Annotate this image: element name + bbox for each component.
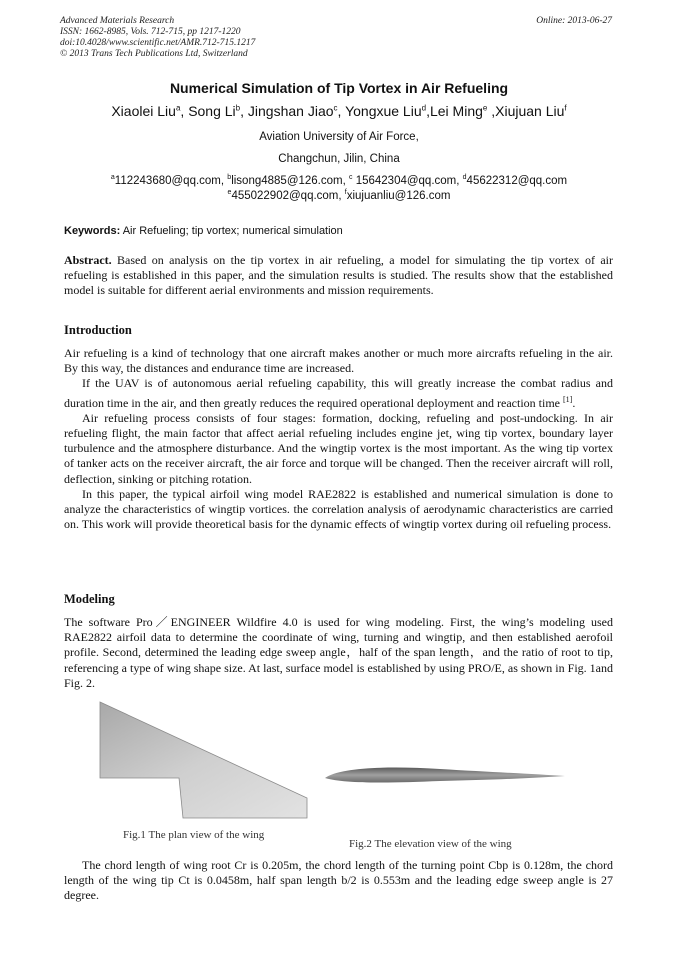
issn-line: ISSN: 1662-8985, Vols. 712-715, pp 1217-1220 (60, 27, 241, 37)
author: Song Li$^b$, (188, 103, 248, 119)
journal-name: Advanced Materials Research (60, 16, 175, 26)
section-heading-modeling: Modeling (64, 592, 115, 606)
email: 45622312@qq.com (466, 174, 568, 187)
email: lisong4885@126.com, (231, 174, 349, 187)
figure-1-caption: Fig.1 The plan view of the wing (123, 829, 265, 841)
author: Xiujuan Liu$^f$ (495, 103, 567, 119)
paper-title: Numerical Simulation of Tip Vortex in Air Refueling (169, 80, 509, 96)
modeling-body (64, 615, 613, 691)
figure-2-caption: Fig.2 The elevation view of the wing (349, 838, 512, 850)
copyright-line: © 2013 Trans Tech Publications Ltd, Switzerland (60, 49, 248, 59)
paragraph: Air refueling is a kind of technology that one aircraft makes another or much more aircrafts refueling in the air. By this way, the distances and endurance time are increased. (64, 346, 613, 376)
paragraph: Air refueling process consists of four stages: formation, docking, refueling and post-undocking. In air refueling flight, the main factor that affect aerial refueling includes engine jet, wing tip vortex, boundary layer turbulence and the atmosphere disturbance. And the wingtip vortex is the most important. As the wing tip vortex of tanker acts on the receiver aircraft, the air force and torque will be changed. Then the receiver aircraft will roll, deflection, sinking or pitching rotation. (64, 410, 613, 486)
figure-2-wing-elevation-view (320, 762, 570, 792)
author: Lei Ming$^e$ , (429, 103, 496, 119)
email: 455022902@qq.com, (231, 189, 345, 202)
paragraph: The software Pro／ENGINEER Wildfire 4.0 is used for wing modeling. First, the wing’s modeling used RAE2822 airfoil data to determine the coordinate of wing, turning and wingtip, and then established aerofoil profile. Second, determined the leading edge sweep angle，half of the span length，and the ratio of root to tip, referencing a type of wing shape size. At last, surface model is established by using PRO/E, as shown in Fig. 1and Fig. 2. (64, 615, 613, 690)
email-line-2: $^e$455022902@qq.com, $^f$xiujuanliu@126.com (227, 189, 451, 202)
online-date: Online: 2013-06-27 (536, 16, 612, 26)
author: Jingshan Jiao$^c$, (247, 103, 346, 119)
paragraph: In this paper, the typical airfoil wing model RAE2822 is established and numerical simulation is done to analyze the characteristics of wingtip vortices. the correlation analysis of aerodynamic characteristics are carried on. This work will provide theoretical basis for the dynamic effects of wingtip vortex during oil refueling process. (64, 486, 613, 532)
keywords: Keywords: Air Refueling; tip vortex; numerical simulation (64, 225, 343, 237)
author: Xiaolei Liu$^a$, (111, 103, 189, 119)
email-line-1: $^a$112243680@qq.com, $^b$lisong4885@126.com, $^c$ 15642304@qq.com, $^d$45622312@qq.com (110, 174, 568, 187)
author: Yongxue Liu$^d$, (345, 103, 430, 119)
paragraph: If the UAV is of autonomous aerial refueling capability, this will greatly increase the combat radius and duration time in the air, and then greatly reduces the required operational deployment and reaction time [1]. (64, 376, 613, 410)
introduction-body (64, 346, 613, 532)
email: 112243680@qq.com, (114, 174, 228, 187)
affiliation-line-1: Aviation University of Air Force, (259, 131, 419, 143)
affiliation-line-2: Changchun, Jilin, China (278, 153, 400, 165)
email: 15642304@qq.com, (352, 174, 463, 187)
paragraph: The chord length of wing root Cr is 0.205m, the chord length of the turning point Cbp is 0.128m, the chord length of the wing tip Ct is 0.0458m, half span length b/2 is 0.553m and the leading edge sweep angle is 27 degree. (64, 858, 613, 903)
section-heading-introduction: Introduction (64, 323, 132, 337)
figure-1-wing-plan-view (95, 700, 310, 820)
abstract: Abstract. Based on analysis on the tip vortex in air refueling, a model for simulating the tip vortex of air refueling is established in this paper, and the simulation results is studied. The results show that the established model is suitable for different aerial environments and mission requirements. (64, 253, 613, 298)
author-list (0, 103, 678, 119)
email: xiujuanliu@126.com (346, 189, 451, 202)
modeling-body-continued (64, 858, 613, 904)
doi-line: doi:10.4028/www.scientific.net/AMR.712-715.1217 (60, 38, 256, 48)
